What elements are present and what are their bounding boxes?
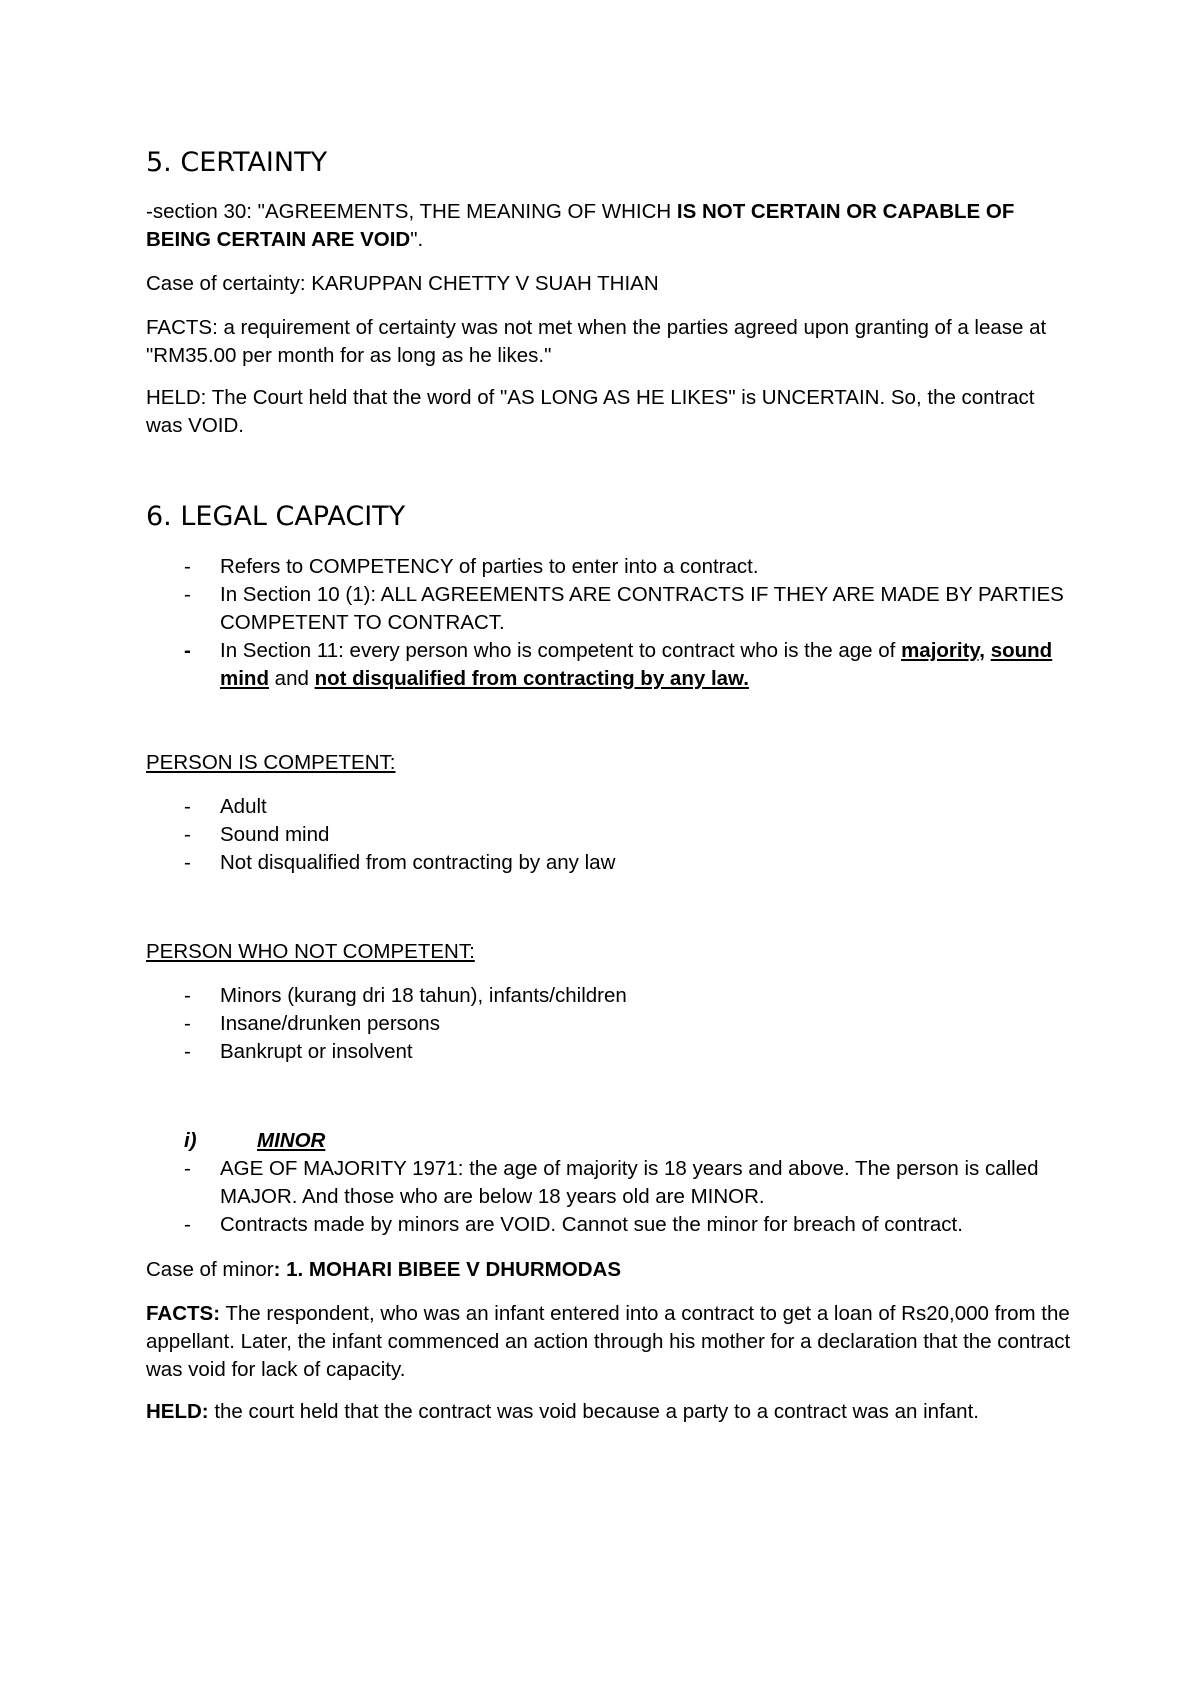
facts-label: FACTS:	[146, 1302, 221, 1325]
section-30-text: -section 30: "AGREEMENTS, THE MEANING OF WHICH	[146, 200, 677, 223]
list-item: - Sound mind	[146, 821, 1076, 849]
minor-case-prefix: Case of minor	[146, 1258, 274, 1281]
certainty-facts: FACTS: a requirement of certainty was not met when the parties agreed upon granting of a lease at "RM35.00 per month for as long as he likes."	[146, 316, 1047, 367]
minor-case-line	[146, 1256, 1076, 1284]
minor-title: MINOR	[257, 1129, 326, 1152]
section-11-text: In Section 11: every person who is competent to contract who is the age of	[220, 639, 902, 662]
section-30-suffix: ".	[410, 228, 424, 251]
certainty-held: HELD: The Court held that the word of "AS LONG AS HE LIKES" is UNCERTAIN. So, the contract was VOID.	[146, 386, 1035, 437]
not-competent-heading: PERSON WHO NOT COMPETENT:	[146, 940, 475, 963]
not-competent-list	[146, 982, 1076, 1066]
minor-number: i)	[184, 1129, 197, 1152]
not-disqualified-term: not disqualified from contracting by any law.	[314, 667, 749, 690]
list-item: - Contracts made by minors are VOID. Cannot sue the minor for breach of contract.	[146, 1211, 1076, 1239]
heading-legal-capacity: 6. LEGAL CAPACITY	[146, 501, 406, 532]
list-item: - AGE OF MAJORITY 1971: the age of majority is 18 years and above. The person is called MAJOR. And those who are below 18 years old are MINOR.	[146, 1155, 1076, 1211]
heading-certainty: 5. CERTAINTY	[146, 147, 328, 178]
held-label: HELD:	[146, 1400, 209, 1423]
majority-term: majority,	[901, 639, 985, 662]
minor-held	[146, 1398, 1076, 1426]
list-item: - Not disqualified from contracting by any law	[146, 849, 1076, 877]
certainty-case-line: Case of certainty: KARUPPAN CHETTY V SUAH THIAN	[146, 272, 659, 295]
held-text: the court held that the contract was void because a party to a contract was an infant.	[208, 1400, 979, 1423]
list-item: - Bankrupt or insolvent	[146, 1038, 1076, 1066]
facts-text: The respondent, who was an infant entered into a contract to get a loan of Rs20,000 from the appellant. Later, the infant commenced an action through his mother for a declaration that the contract was void for lack of capacity.	[146, 1302, 1071, 1381]
and-text: and	[268, 667, 315, 690]
competent-heading: PERSON IS COMPETENT:	[146, 751, 396, 774]
minor-facts	[146, 1300, 1076, 1384]
minor-list	[146, 1155, 1076, 1239]
minor-subheading	[184, 1127, 325, 1155]
section-30-paragraph	[146, 198, 1076, 254]
sound-mind-term: sound mind	[220, 639, 1053, 690]
list-item: - Adult	[146, 793, 1076, 821]
legal-capacity-list	[146, 553, 1076, 693]
list-item: - Refers to COMPETENCY of parties to enter into a contract.	[146, 553, 1076, 581]
list-item: - Insane/drunken persons	[146, 1010, 1076, 1038]
list-item	[146, 637, 1076, 693]
list-item: - In Section 10 (1): ALL AGREEMENTS ARE CONTRACTS IF THEY ARE MADE BY PARTIES COMPETENT TO CONTRACT.	[146, 581, 1076, 637]
competent-list	[146, 793, 1076, 877]
minor-case-name: : 1. MOHARI BIBEE V DHURMODAS	[273, 1258, 621, 1281]
list-item: - Minors (kurang dri 18 tahun), infants/children	[146, 982, 1076, 1010]
section-30-bold: IS NOT CERTAIN OR CAPABLE OF BEING CERTAIN ARE VOID	[146, 200, 1015, 251]
